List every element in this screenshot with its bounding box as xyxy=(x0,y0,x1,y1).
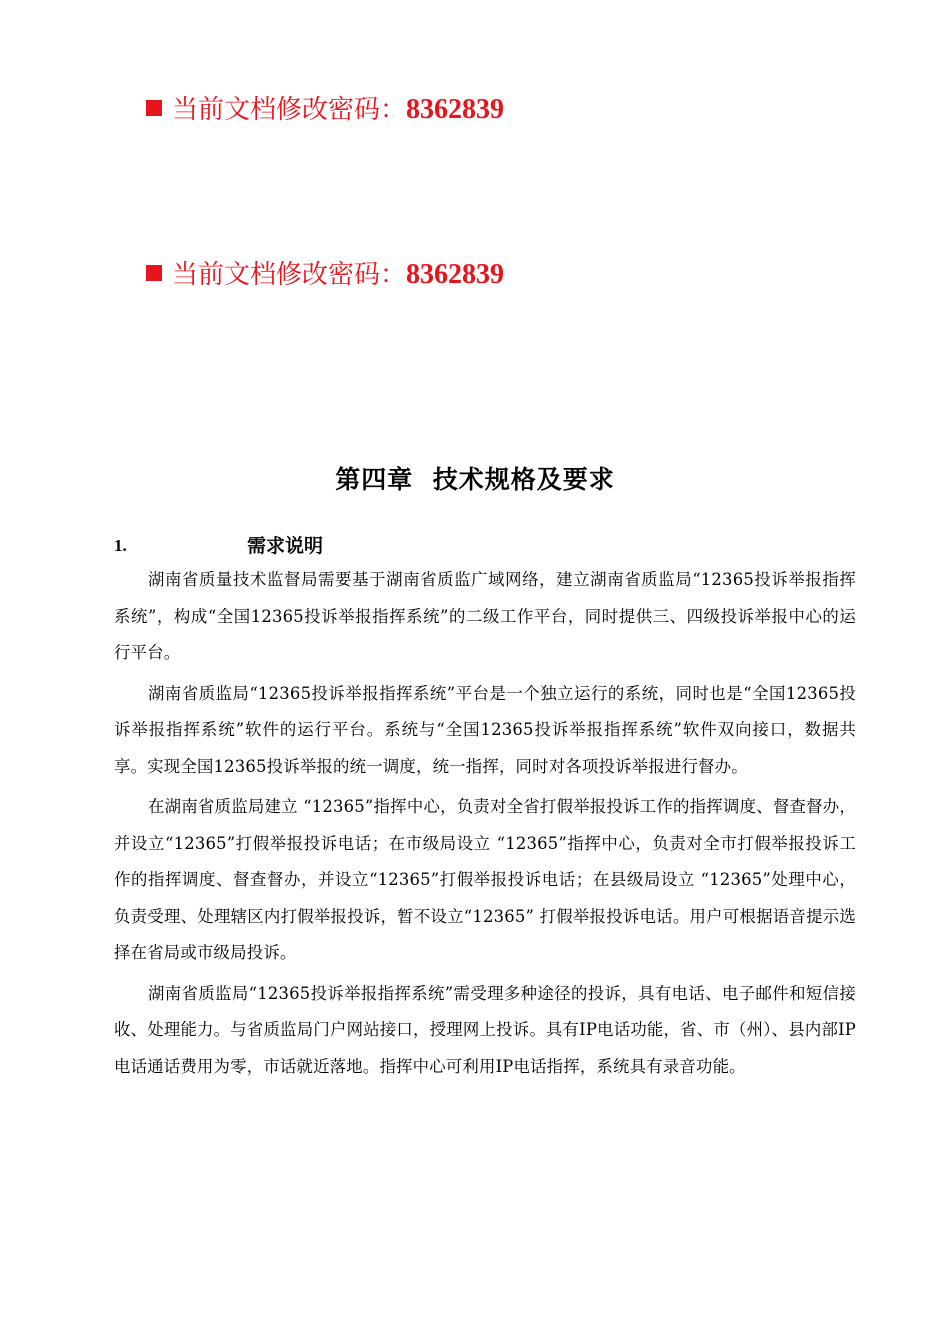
password-label: 当前文档修改密码： xyxy=(172,260,407,290)
square-bullet-icon xyxy=(146,100,162,116)
paragraph: 湖南省质监局“12365投诉举报指挥系统”平台是一个独立运行的系统，同时也是“全国12365投诉举报指挥系统”软件的运行平台。系统与“全国12365投诉举报指挥系统”软件双向接口，数据共享。实现全国12365投诉举报的统一调度，统一指挥，同时对各项投诉举报进行督办。 xyxy=(114,683,856,776)
password-label: 当前文档修改密码： xyxy=(172,95,407,125)
body-text xyxy=(114,562,856,1089)
paragraph: 在湖南省质监局建立 “12365”指挥中心，负责对全省打假举报投诉工作的指挥调度、督查督办，并设立“12365”打假举报投诉电话；在市级局设立 “12365”指挥中心，负责对全市打假举报投诉工作的指挥调度、督查督办，并设立“12365”打假举报投诉电话；在县级局设立 “12365”处理中心，负责受理、处理辖区内打假举报投诉，暂不设立“12365” 打假举报投诉电话。用户可根据语音提示选择在省局或市级局投诉。 xyxy=(114,797,856,962)
paragraph: 湖南省质量技术监督局需要基于湖南省质监广域网络，建立湖南省质监局“12365投诉举报指挥系统”，构成“全国12365投诉举报指挥系统”的二级工作平台，同时提供三、四级投诉举报中心的运行平台。 xyxy=(114,570,856,662)
section-number: 1. xyxy=(114,536,127,555)
password-code: 8362839 xyxy=(406,259,505,290)
password-notice-2 xyxy=(146,255,504,295)
password-notice-1 xyxy=(146,90,504,130)
chapter-title: 第四章 技术规格及要求 xyxy=(335,465,615,494)
section-title: 需求说明 xyxy=(247,535,324,557)
section-heading xyxy=(114,532,324,560)
password-code: 8362839 xyxy=(406,94,505,125)
paragraph: 湖南省质监局“12365投诉举报指挥系统”需受理多种途径的投诉，具有电话、电子邮件和短信接收、处理能力。与省质监局门户网站接口，授理网上投诉。具有IP电话功能，省、市（州）、县内部IP电话通话费用为零，市话就近落地。指挥中心可利用IP电话指挥，系统具有录音功能。 xyxy=(114,983,856,1076)
square-bullet-icon xyxy=(146,265,162,281)
